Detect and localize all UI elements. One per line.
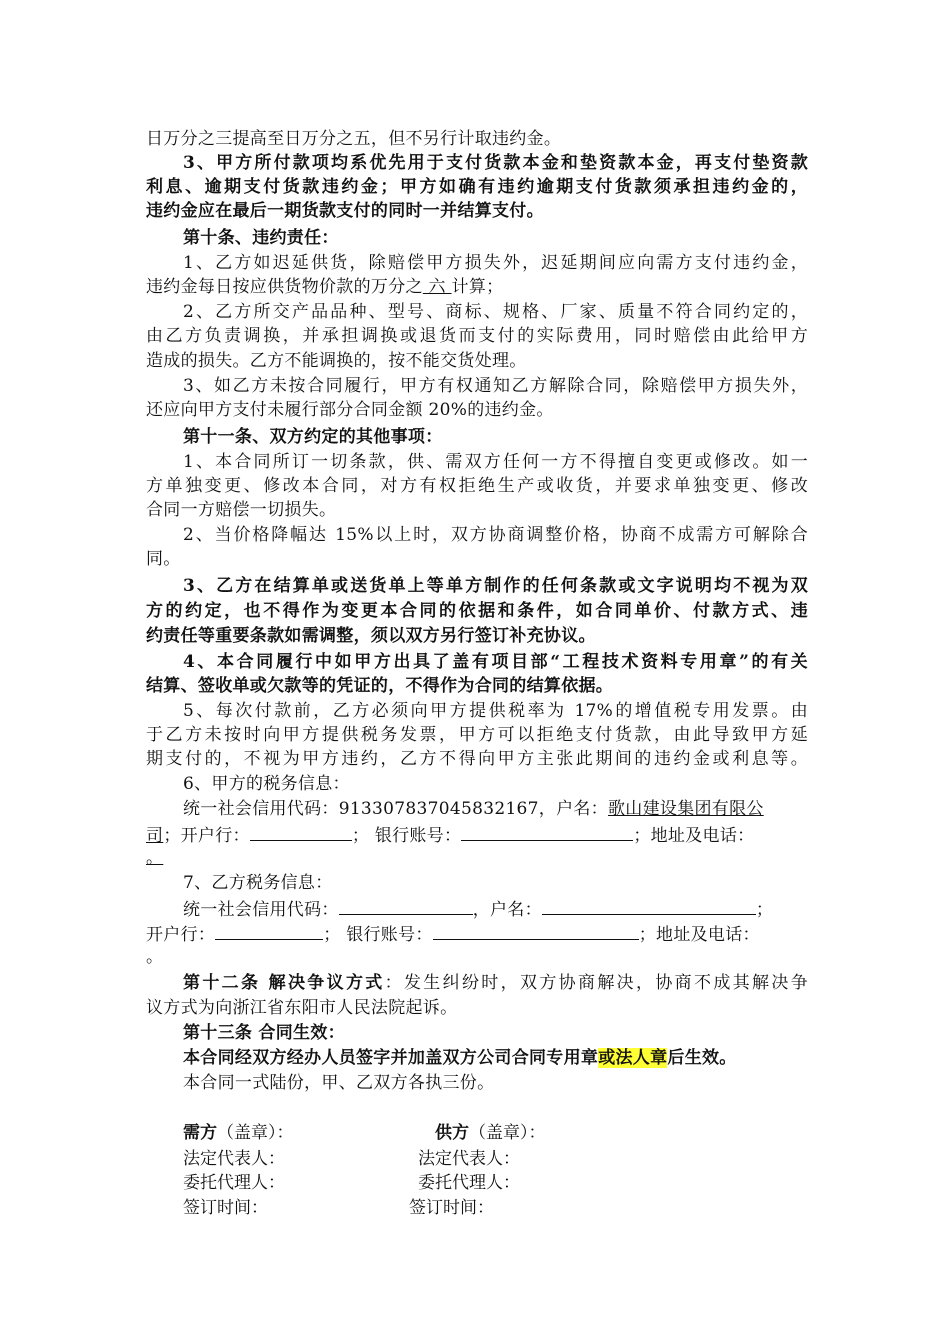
text-line: 1、乙方如迟延供货，除赔偿甲方损失外，迟延期间应向需方支付违约金， (183, 253, 808, 273)
section-heading: 第十条、违约责任： (183, 228, 339, 248)
text-line: 由乙方负责调换，并承担调换或退货而支付的实际费用，同时赔偿由此给甲方 (146, 326, 808, 346)
text-line: 违约金应在最后一期货款支付的同时一并结算支付。 (146, 201, 544, 221)
account-label: ； 银行账号： (351, 826, 462, 846)
bank-blank (215, 921, 323, 940)
text-line: 5、每次付款前，乙方必须向甲方提供税率为 17%的增值税专用发票。由 (183, 701, 808, 721)
account-blank (461, 822, 633, 841)
penalty-rate-value: 六 (422, 277, 452, 297)
text-line (183, 1046, 808, 1070)
text-line: 。 (146, 947, 164, 967)
section-heading: 第十三条 合同生效： (183, 1023, 345, 1043)
text-line: 方的约定，也不得作为变更本合同的依据和条件，如合同单价、付款方式、违 (146, 601, 808, 621)
text-segment: 计算； (451, 277, 504, 297)
company-name-tail: 司 (146, 826, 164, 846)
text-line: 3、甲方所付款项均系优先用于支付货款本金和垫资款本金，再支付垫资款 (183, 153, 808, 173)
text-line: 本合同一式陆份，甲、乙双方各执三份。 (183, 1073, 495, 1093)
text-line (146, 846, 808, 870)
account-label: ； 银行账号： (323, 925, 433, 945)
text-line (183, 971, 808, 995)
address-label: ；地址及电话： (638, 925, 760, 945)
text-line: 合同一方赔偿一切损失。 (146, 500, 337, 520)
text-line: 4、本合同履行中如甲方出具了盖有项目部“工程技术资料专用章”的有关 (183, 652, 808, 672)
tax-info-line (183, 797, 808, 821)
text-line: 结算、签收单或欠款等的凭证的，不得作为合同的结算依据。 (146, 676, 614, 696)
buyer-legal-rep: 法定代表人： (183, 1149, 285, 1169)
text-segment: ； (755, 900, 774, 920)
seller-sign-time: 签订时间： (409, 1198, 494, 1218)
text-line: 1、本合同所订一切条款，供、需双方任何一方不得擅自变更或修改。如一 (183, 452, 808, 472)
text-line: 于乙方未按时向甲方提供税务发票，甲方可以拒绝支付货款，由此导致甲方延 (146, 725, 808, 745)
period-mark: 。 (146, 848, 164, 868)
text-segment: 后生效。 (667, 1048, 737, 1068)
bank-blank (250, 822, 352, 841)
tax-info-line (183, 896, 808, 922)
buyer-signature-label: 需方（盖章）： (183, 1123, 294, 1143)
text-line: 日万分之三提高至日万分之五，但不另行计取违约金。 (146, 129, 562, 149)
seller-signature-label: 供方（盖章）： (435, 1123, 546, 1143)
text-line: 3、如乙方未按合同履行，甲方有权通知乙方解除合同，除赔偿甲方损失外， (183, 376, 808, 396)
text-line: 6、甲方的税务信息： (183, 774, 350, 794)
text-line: 方单独变更、修改本合同，对方有权拒绝生产或收货，并要求单独变更、修改 (146, 476, 808, 496)
section-heading: 第十一条、双方约定的其他事项： (183, 427, 443, 447)
credit-code-label: 统一社会信用代码： (183, 900, 339, 920)
address-label: ；地址及电话： (633, 826, 755, 846)
text-line: 3、乙方在结算单或送货单上等单方制作的任何条款或文字说明均不视为双 (183, 576, 808, 596)
buyer-agent: 委托代理人： (183, 1173, 285, 1193)
text-segment: 本合同经双方经办人员签字并加盖双方公司合同专用章 (183, 1048, 599, 1068)
seller-legal-rep: 法定代表人： (418, 1149, 520, 1169)
text-line: 利息、逾期支付货款违约金；甲方如确有违约逾期支付货款须承担违约金的， (146, 177, 808, 197)
text-line: 还应向甲方支付未履行部分合同金额 20%的违约金。 (146, 400, 554, 420)
text-line: 同。 (146, 549, 181, 569)
account-blank (433, 921, 639, 940)
tax-info-line (146, 921, 808, 947)
section-heading: 第十二条 解决争议方式 (183, 973, 385, 993)
text-line: 2、当价格降幅达 15%以上时，双方协商调整价格，协商不成需方可解除合 (183, 525, 808, 545)
credit-code-text: 统一社会信用代码：913307837045832167，户名： (183, 799, 608, 819)
text-segment: ：发生纠纷时，双方协商解决，协商不成其解决争 (384, 973, 808, 993)
text-segment: 违约金每日按应供货物价款的万分之 (146, 277, 423, 297)
bank-label: ；开户行： (163, 826, 250, 846)
buyer-sign-time: 签订时间： (183, 1198, 268, 1218)
text-line (146, 275, 808, 299)
account-name-blank (542, 896, 756, 915)
text-line: 约责任等重要条款如需调整，须以双方另行签订补充协议。 (146, 626, 596, 646)
text-line: 2、乙方所交产品品种、型号、商标、规格、厂家、质量不符合同约定的， (183, 302, 808, 322)
text-line: 期支付的，不视为甲方违约，乙方不得向甲方主张此期间的违约金或利息等。 (146, 749, 808, 769)
tax-info-line (146, 822, 808, 848)
seller-agent: 委托代理人： (418, 1173, 520, 1193)
text-line: 7、乙方税务信息： (183, 873, 333, 893)
bank-label: 开户行： (146, 925, 216, 945)
text-line: 造成的损失。乙方不能调换的，按不能交货处理。 (146, 351, 527, 371)
credit-code-blank (339, 896, 473, 915)
account-name-label: ，户名： (472, 900, 542, 920)
highlighted-text: 或法人章 (598, 1048, 668, 1068)
text-line: 议方式为向浙江省东阳市人民法院起诉。 (146, 998, 458, 1018)
company-name: 歌山建设集团有限公 (608, 799, 764, 819)
